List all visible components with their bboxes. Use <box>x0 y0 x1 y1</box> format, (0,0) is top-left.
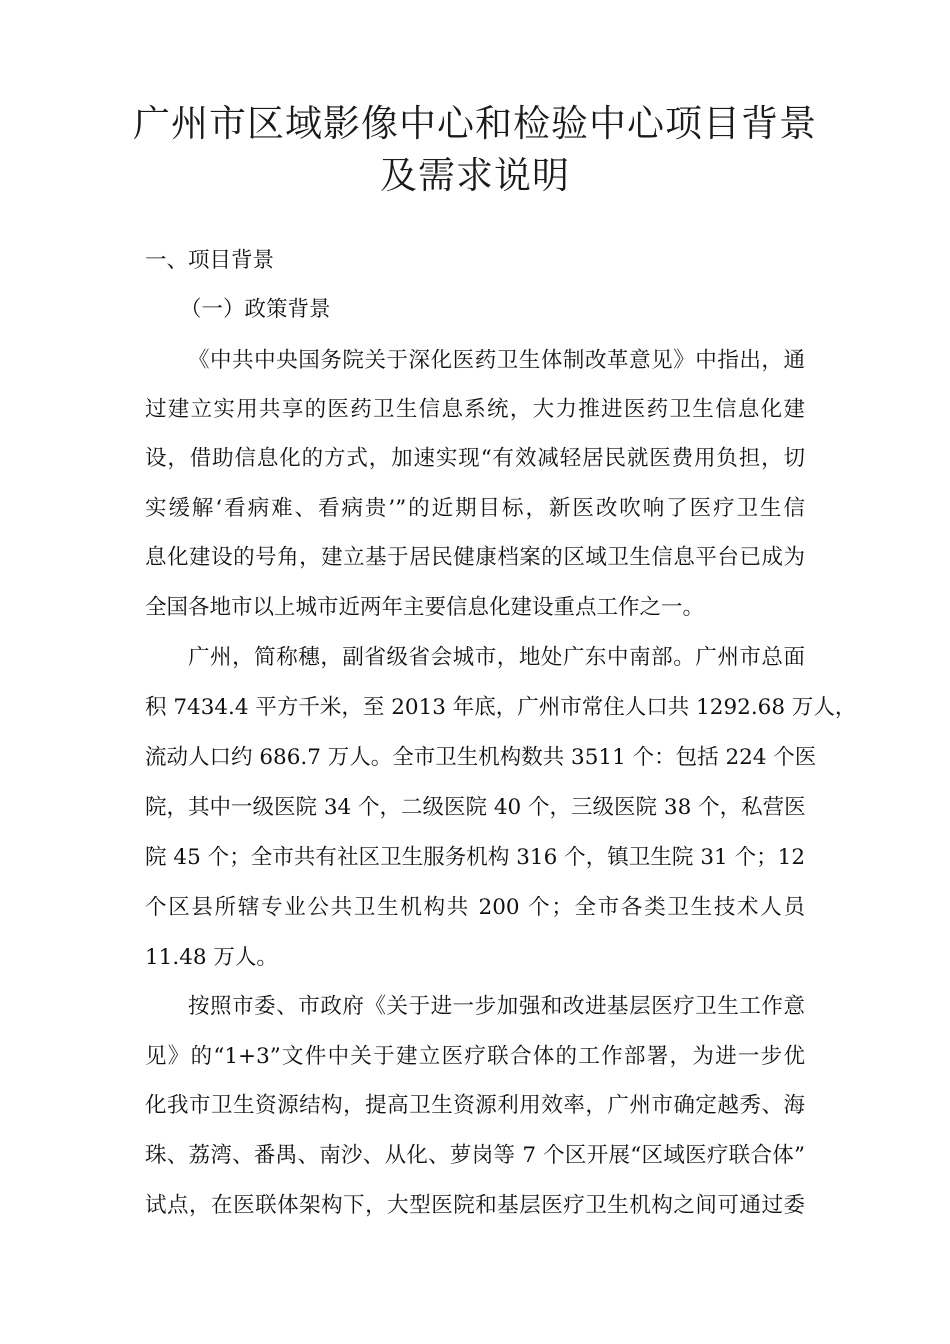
paragraph-line <box>145 783 805 832</box>
paragraph-line <box>145 1181 805 1230</box>
paragraph-line-text: 个区县所辖专业公共卫生机构共 200 个；全市各类卫生技术人员 <box>145 895 805 920</box>
paragraph-line-text: 珠、荔湾、番禺、南沙、从化、萝岗等 7 个区开展“区域医疗联合体” <box>145 1143 805 1168</box>
paragraph-line <box>145 1032 805 1081</box>
paragraph-line-text: 过建立实用共享的医药卫生信息系统，大力推进医药卫生信息化建 <box>145 397 805 422</box>
title-line: 广州市区域影像中心和检验中心项目背景 <box>133 102 817 145</box>
paragraph-line <box>145 484 805 533</box>
paragraph-line <box>145 434 805 483</box>
paragraph-line-text: 全国各地市以上城市近两年主要信息化建设重点工作之一。 <box>145 595 705 620</box>
paragraph-line-text: 设，借助信息化的方式，加速实现“有效减轻居民就医费用负担，切 <box>145 446 805 471</box>
paragraph-line-text: 息化建设的号角，建立基于居民健康档案的区域卫生信息平台已成为 <box>145 545 805 570</box>
paragraph-line <box>145 1131 805 1180</box>
section-heading: 一、项目背景 <box>145 248 275 273</box>
paragraph-line-text: 实缓解‘看病难、看病贵’”的近期目标，新医改吹响了医疗卫生信 <box>145 496 805 521</box>
paragraph-line <box>188 633 805 682</box>
paragraph-line-text: 《中共中央国务院关于深化医药卫生体制改革意见》中指出，通 <box>188 348 805 373</box>
paragraph-line <box>188 982 805 1031</box>
paragraph-line-text: 院 45 个；全市共有社区卫生服务机构 316 个，镇卫生院 31 个；12 <box>145 845 805 870</box>
paragraph-line-text: 试点，在医联体架构下，大型医院和基层医疗卫生机构之间可通过委 <box>145 1193 805 1218</box>
paragraph-line <box>145 933 805 982</box>
paragraph-line <box>145 833 805 882</box>
paragraph-line <box>145 733 817 782</box>
title-line: 及需求说明 <box>380 154 570 197</box>
paragraph-line <box>145 533 805 582</box>
paragraph-line <box>145 883 805 932</box>
paragraph-line <box>188 336 805 385</box>
paragraph-line-text: 化我市卫生资源结构，提高卫生资源利用效率，广州市确定越秀、海 <box>145 1093 805 1118</box>
paragraph-line-text: 积 7434.4 平方千米，至 2013 年底，广州市常住人口共 1292.68 万人， <box>145 695 857 720</box>
paragraph-line-text: 见》的“1+3”文件中关于建立医疗联合体的工作部署，为进一步优 <box>145 1044 805 1069</box>
paragraph-line <box>145 385 805 434</box>
document-title <box>120 98 830 202</box>
paragraph-line-text: 按照市委、市政府《关于进一步加强和改进基层医疗卫生工作意 <box>188 994 805 1019</box>
paragraph-line-text: 院，其中一级医院 34 个，二级医院 40 个，三级医院 38 个，私营医 <box>145 795 806 820</box>
paragraph-line-text: 流动人口约 686.7 万人。全市卫生机构数共 3511 个：包括 224 个医 <box>145 745 817 770</box>
paragraph-line <box>145 1081 805 1130</box>
paragraph-line <box>145 583 805 632</box>
subsection-heading: （一）政策背景 <box>180 297 331 322</box>
paragraph-line-text: 11.48 万人。 <box>145 945 278 970</box>
paragraph-line <box>145 683 857 732</box>
paragraph-line-text: 广州，简称穗，副省级省会城市，地处广东中南部。广州市总面 <box>188 645 805 670</box>
